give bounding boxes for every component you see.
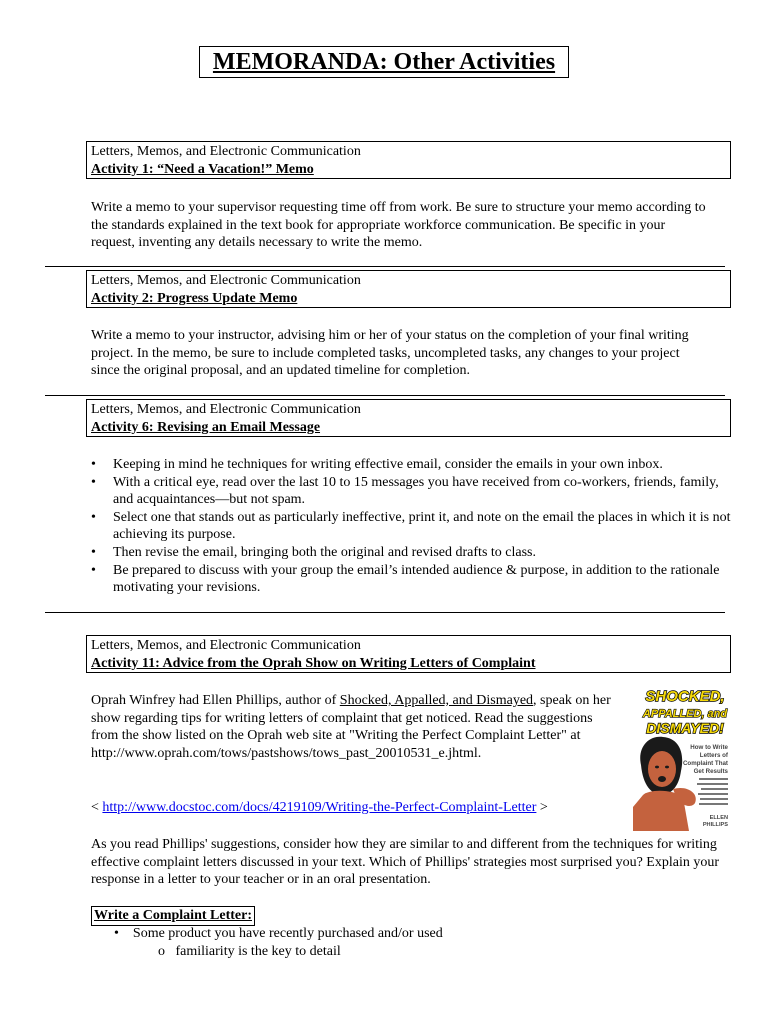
activity-2-title: Activity 2: Progress Update Memo <box>91 291 298 306</box>
book-cover-title-line: SHOCKED, <box>645 688 725 705</box>
activity-2-text: Write a memo to your instructor, advising him or her of your status on the completion of your final writing project. In the memo, be sure to include completed tasks, uncompleted tasks, any changes to your project since the original proposal, and an updated timeline for completion. <box>91 328 689 379</box>
activity-1-header <box>86 141 731 179</box>
book-cover-author-line: ELLEN <box>709 815 728 821</box>
activity-11-reflection: As you read Phillips' suggestions, consider how they are similar to and different from the techniques for writing effective complaint letters discussed in your text. Which of Phillips' strategies most surprised you? Explain your response in a letter to your teacher or in an oral presentation. <box>91 837 719 888</box>
divider-1 <box>45 266 725 267</box>
activity-11-header <box>86 635 731 673</box>
divider-3 <box>45 612 725 613</box>
activity-2-category: Letters, Memos, and Electronic Communication <box>91 273 361 288</box>
activity-6-bullet-list <box>91 456 731 597</box>
activity-2-header <box>86 270 731 308</box>
book-cover-image <box>633 681 731 831</box>
bullet-text: Keeping in mind he techniques for writing effective email, consider the emails in your own inbox. <box>113 457 663 472</box>
book-cover-subtitle-line: How to Write <box>690 744 728 751</box>
book-cover-title-line: APPALLED, and <box>642 708 728 720</box>
bullet-icon: • <box>114 926 119 941</box>
bullet-icon: • <box>91 509 96 525</box>
link-suffix: > <box>536 800 548 815</box>
sub-bullet-icon: o <box>158 944 165 959</box>
list-item <box>91 474 731 509</box>
book-cover-subtitle-line: Letters of <box>699 752 728 759</box>
bullet-icon: • <box>91 457 96 472</box>
activity-11-link-line <box>91 799 631 817</box>
list-item <box>91 456 731 474</box>
bullet-icon: • <box>91 474 96 490</box>
activity-6-title: Activity 6: Revising an Email Message <box>91 420 321 435</box>
divider-2 <box>45 395 725 396</box>
book-cover-illustration <box>633 681 731 831</box>
book-cover-author-line: PHILLIPS <box>702 822 728 828</box>
complaint-letter-heading: Write a Complaint Letter: <box>91 906 255 926</box>
bullet-text: Select one that stands out as particularly ineffective, print it, and note on the email the places in which it is not achieving its purpose. <box>113 509 731 543</box>
list-item <box>91 544 731 562</box>
bullet-text: Be prepared to discuss with your group the email’s intended audience & purpose, in addition to the rationale motivating your revisions. <box>113 562 720 596</box>
book-cover-title-line: DISMAYED! <box>646 720 724 736</box>
list-item <box>158 943 341 961</box>
link-prefix: < <box>91 800 103 815</box>
activity-6-header <box>86 399 731 437</box>
activity-1-title: Activity 1: “Need a Vacation!” Memo <box>91 162 314 177</box>
page-title: MEMORANDA: Other Activities <box>199 46 569 78</box>
list-item <box>91 562 731 597</box>
activity-11-intro <box>91 692 621 762</box>
activity-1-category: Letters, Memos, and Electronic Communication <box>91 144 361 159</box>
book-title: Shocked, Appalled, and Dismayed <box>339 693 534 708</box>
docstoc-link[interactable]: http://www.docstoc.com/docs/4219109/Writing-the-Perfect-Complaint-Letter <box>102 800 537 815</box>
list-item <box>114 925 443 943</box>
bullet-text: Then revise the email, bringing both the original and revised drafts to class. <box>113 544 536 560</box>
intro-text-start: Oprah Winfrey had Ellen Phillips, author of <box>91 693 340 708</box>
bullet-text: Some product you have recently purchased and/or used <box>132 926 443 941</box>
book-cover-subtitle-line: Get Results <box>693 768 728 775</box>
activity-11-category: Letters, Memos, and Electronic Communication <box>91 638 361 653</box>
activity-1-text: Write a memo to your supervisor requesting time off from work. Be sure to structure your memo according to the standards explained in the text book for appropriate workforce communication. Be specific in your request, inventing any details necessary to write the memo. <box>91 200 706 251</box>
book-cover-subtitle-line: Complaint That <box>682 760 728 767</box>
bullet-text: With a critical eye, read over the last 10 to 15 messages you have received from co-workers, friends, family, and acquaintances—but not spam. <box>113 474 719 508</box>
intro-text-end: , speak on her show regarding tips for writing letters of complaint that get noticed. Read the suggestions from the show listed on the Oprah web site at "Writing the Perfect Complaint Letter" at http://www.oprah.com/tows/pastshows/tows_past_20010531_e.jhtml. <box>91 693 611 761</box>
activity-6-category: Letters, Memos, and Electronic Communication <box>91 402 361 417</box>
bullet-icon: • <box>91 562 96 578</box>
activity-11-title: Activity 11: Advice from the Oprah Show on Writing Letters of Complaint <box>91 656 536 671</box>
sub-bullet-text: familiarity is the key to detail <box>175 944 341 959</box>
list-item <box>91 509 731 544</box>
bullet-icon: • <box>91 544 96 560</box>
